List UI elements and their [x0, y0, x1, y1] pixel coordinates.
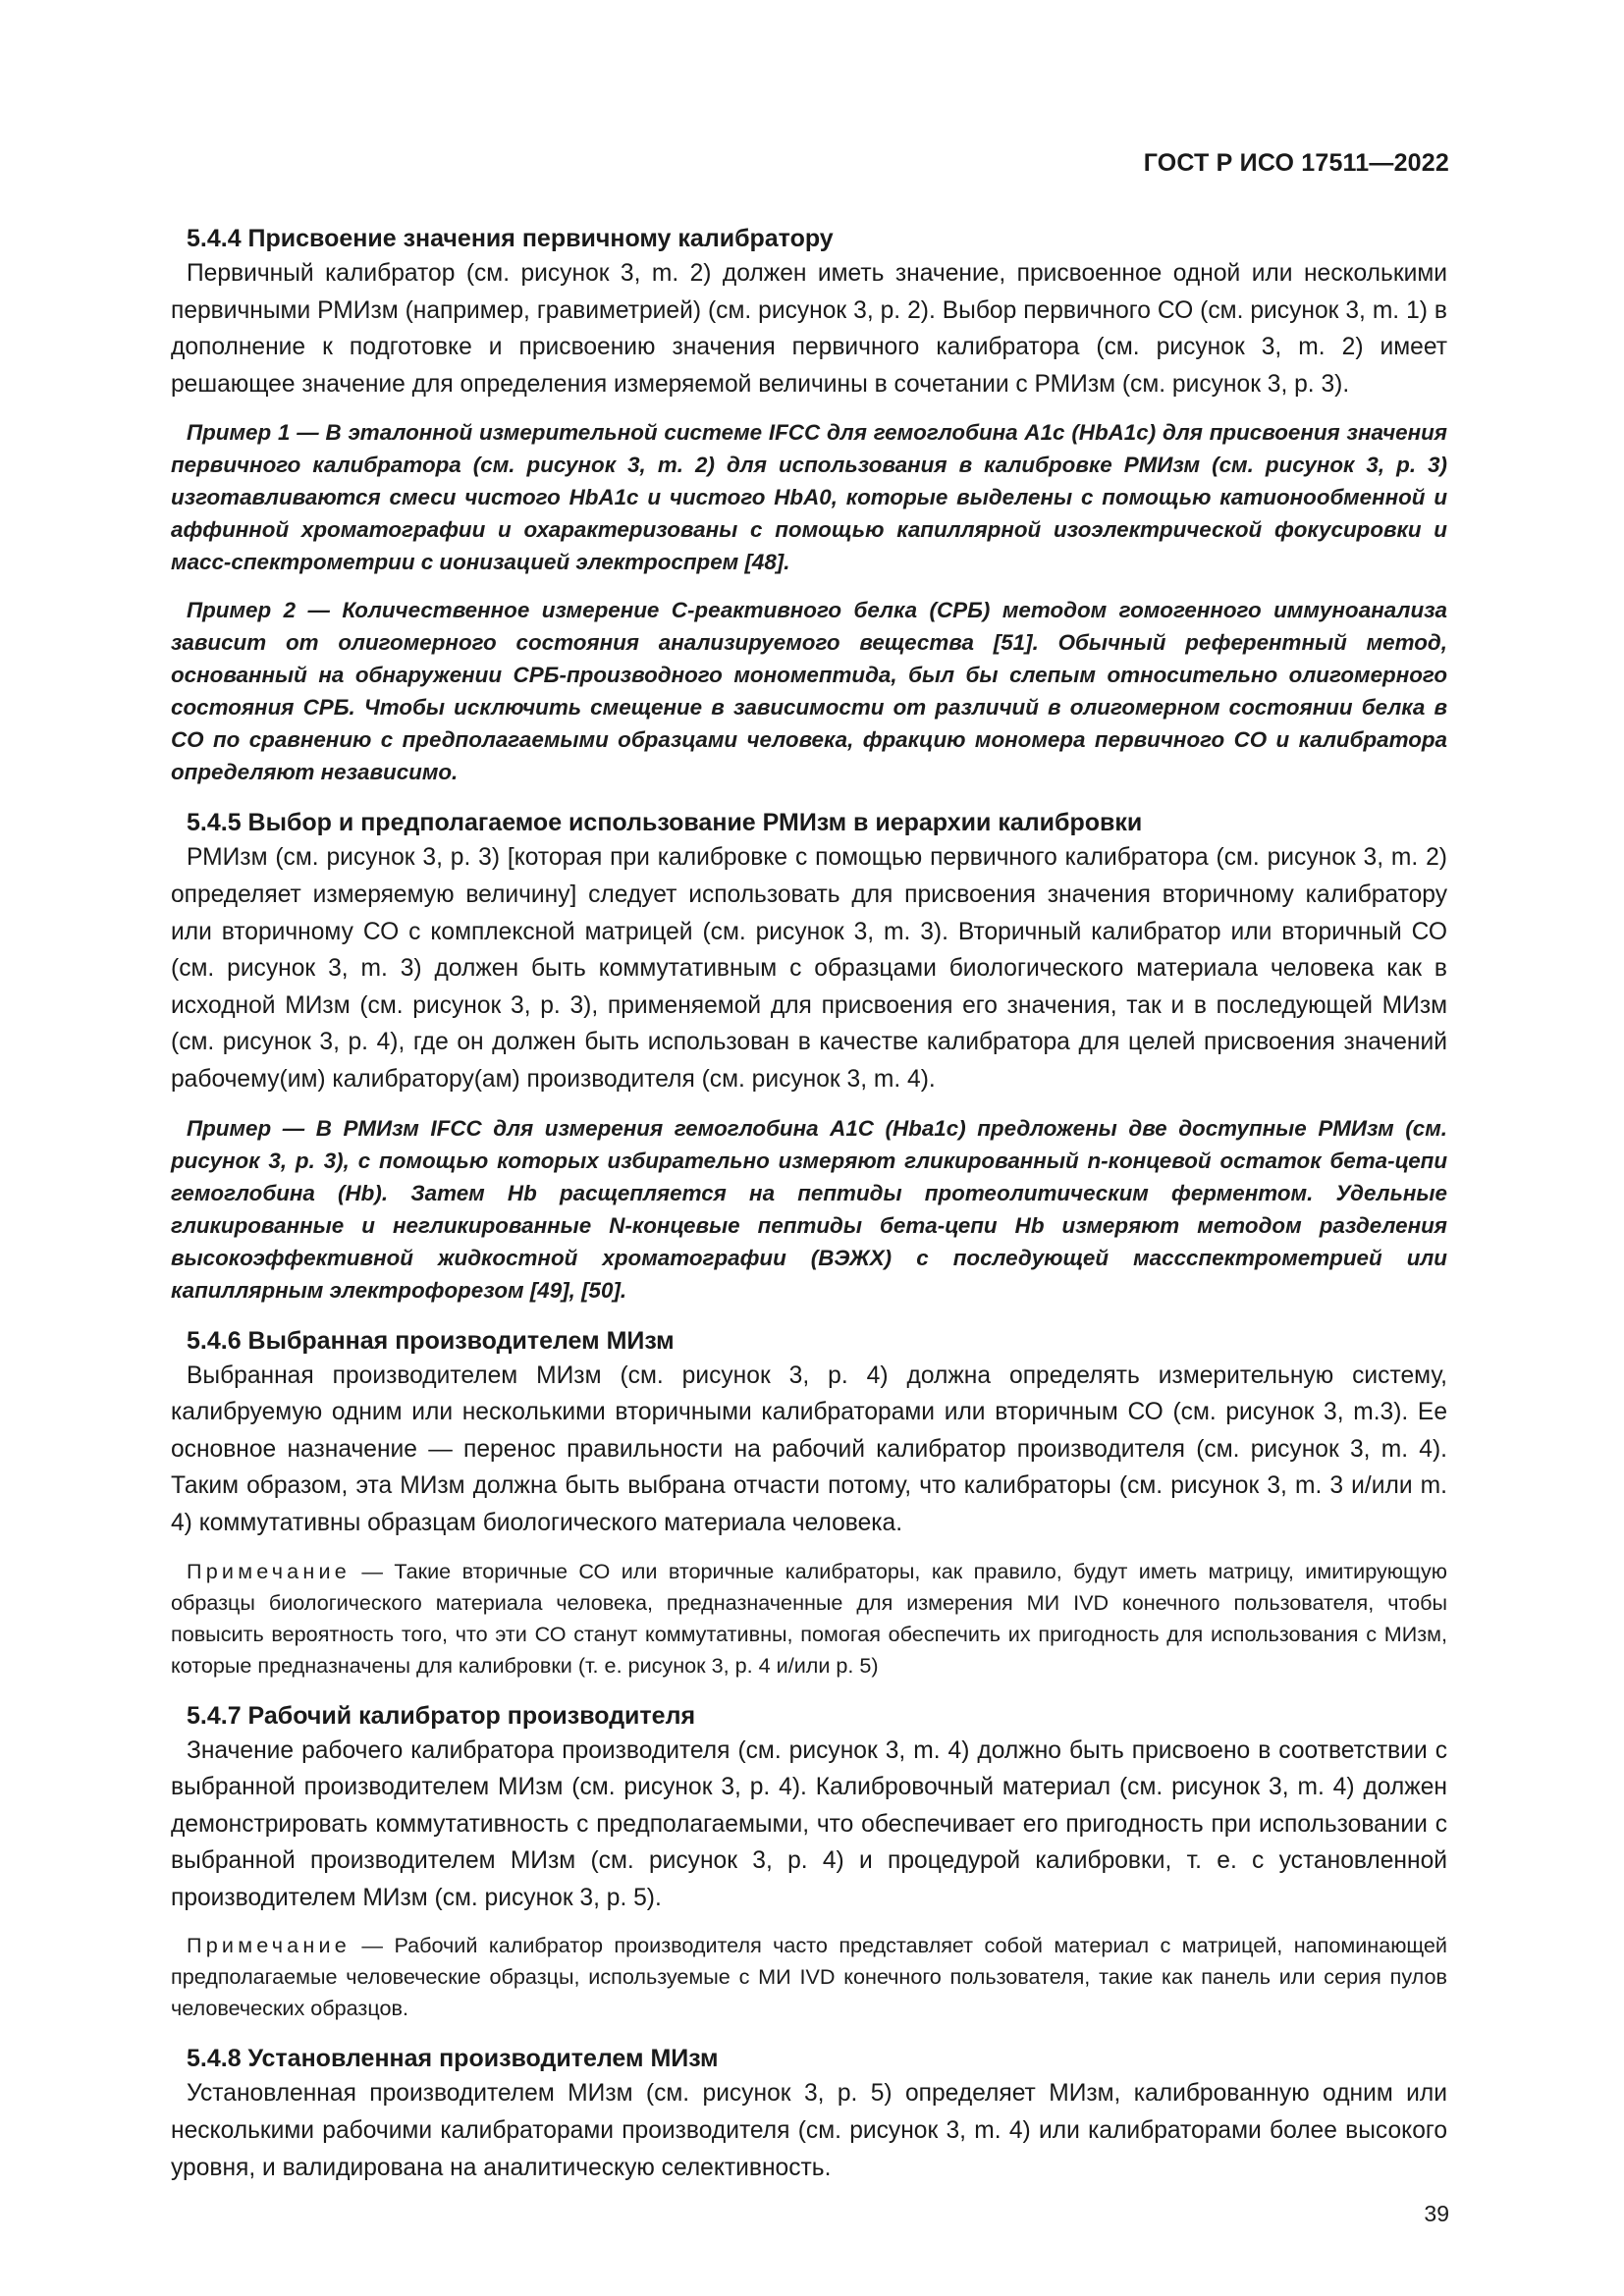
page-number: 39 — [1424, 2201, 1449, 2226]
body-paragraph: Установленная производителем МИзм (см. рисунок 3, р. 5) определяет МИзм, калиброванную одним или несколькими рабочими калибраторами производителя (см. рисунок 3, m. 4) или калибраторами более высокого уровня, и валидирована на аналитическую селективность. — [171, 2080, 1447, 2181]
note-label: Примечание — [187, 1933, 351, 1958]
section-5-4-4 — [171, 222, 1447, 788]
page-content — [171, 222, 1447, 2186]
note-text: — Такие вторичные СО или вторичные калибраторы, как правило, будут иметь матрицу, имитирующую образцы биологического материала человека, предназначенные для измерения МИ IVD конечного пользователя, чтобы повысить вероятность того, что эти СО станут коммутативны, помогая обеспечить их пригодность для использования с МИзм, которые предназначены для калибровки (т. е. рисунок 3, р. 4 и/или р. 5) — [171, 1558, 1447, 1678]
section-heading: 5.4.6 Выбранная производителем МИзм — [187, 1326, 675, 1355]
section-5-4-7 — [171, 1699, 1447, 2025]
section-heading: 5.4.8 Установленная производителем МИзм — [187, 2045, 719, 2073]
section-5-4-5 — [171, 806, 1447, 1306]
standard-designation: ГОСТ Р ИСО 17511—2022 — [1143, 149, 1449, 177]
body-paragraph: РМИзм (см. рисунок 3, р. 3) [которая при калибровке с помощью первичного калибратора (см. рисунок 3, m. 2) определяет измеряемую величину] следует использовать для присвоения значения вторичному калибратору или вторичному СО с комплексной матрицей (см. рисунок 3, m. 3). Вторичный калибратор или вторичный СО (см. рисунок 3, m. 3) должен быть коммутативным с образцами биологического материала человека как в исходной МИзм (см. рисунок 3, р. 3), применяемой для присвоения его значения, так и в последующей МИзм (см. рисунок 3, р. 4), где он должен быть использован в качестве калибратора для целей присвоения значений рабочему(им) калибратору(ам) производителя (см. рисунок 3, m. 4). — [171, 844, 1447, 1093]
section-5-4-8 — [171, 2042, 1447, 2186]
note-text: — Рабочий калибратор производителя часто представляет собой материал с матрицей, напоминающей предполагаемые человеческие образцы, используемые с МИ IVD конечного пользователя, такие как панель или серия пулов человеческих образцов. — [171, 1933, 1447, 2021]
example-paragraph: Пример — В РМИзм IFCC для измерения гемоглобина A1C (Hba1c) предложены две доступные РМИзм (см. рисунок 3, р. 3), с помощью которых избирательно измеряют гликированный n-концевой остаток бета-цепи гемоглобина (Hb). Затем Hb расщепляется на пептиды протеолитическим ферментом. Удельные гликированные и негликированные N-концевые пептиды бета-цепи Hb измеряют методом разделения высокоэффективной жидкостной хроматографии (ВЭЖХ) с последующей массспектрометрией или капиллярным электрофорезом [49], [50]. — [171, 1115, 1447, 1303]
body-paragraph: Первичный калибратор (см. рисунок 3, m. 2) должен иметь значение, присвоенное одной или несколькими первичными РМИзм (например, гравиметрией) (см. рисунок 3, р. 2). Выбор первичного СО (см. рисунок 3, m. 1) в дополнение к подготовке и присвоению значения первичного калибратора (см. рисунок 3, m. 2) имеет решающее значение для определения измеряемой величины в сочетании с РМИзм (см. рисунок 3, р. 3). — [171, 260, 1447, 398]
body-paragraph: Выбранная производителем МИзм (см. рисунок 3, р. 4) должна определять измерительную систему, калибруемую одним или несколькими вторичными калибраторами или вторичным СО (см. рисунок 3, m.3). Ее основное назначение — перенос правильности на рабочий калибратор производителя (см. рисунок 3, m. 4). Таким образом, эта МИзм должна быть выбрана отчасти потому, что калибраторы (см. рисунок 3, m. 3 и/или m. 4) коммутативны образцам биологического материала человека. — [171, 1362, 1447, 1536]
example-paragraph: Пример 2 — Количественное измерение С-реактивного белка (СРБ) методом гомогенного иммуноанализа зависит от олигомерного состояния анализируемого вещества [51]. Обычный референтный метод, основанный на обнаружении СРБ-производного мономептида, был бы слепым относительно олигомерного состояния СРБ. Чтобы исключить смещение в зависимости от различий в олигомерном состоянии белка в СО по сравнению с предполагаемыми образцами человека, фракцию мономера первичного СО и калибратора определяют независимо. — [171, 598, 1447, 785]
section-heading: 5.4.7 Рабочий калибратор производителя — [187, 1701, 696, 1730]
section-heading: 5.4.5 Выбор и предполагаемое использование РМИзм в иерархии калибровки — [187, 809, 1143, 837]
note-paragraph — [171, 1930, 1447, 2024]
section-5-4-6 — [171, 1324, 1447, 1682]
example-paragraph: Пример 1 — В эталонной измерительной системе IFCC для гемоглобина A1c (HbA1c) для присвоения значения первичного калибратора (см. рисунок 3, m. 2) для использования в калибровке РМИзм (см. рисунок 3, р. 3) изготавливаются смеси чистого HbA1c и чистого HbA0, которые выделены с помощью катионообменной и аффинной хроматографии и охарактеризованы с помощью капиллярной изоэлектрической фокусировки и масс-спектрометрии с ионизацией электроспрем [48]. — [171, 420, 1447, 575]
note-paragraph — [171, 1556, 1447, 1682]
section-heading: 5.4.4 Присвоение значения первичному калибратору — [187, 225, 834, 252]
note-label: Примечание — [187, 1558, 351, 1583]
body-paragraph: Значение рабочего калибратора производителя (см. рисунок 3, m. 4) должно быть присвоено в соответствии с выбранной производителем МИзм (см. рисунок 3, р. 4). Калибровочный материал (см. рисунок 3, m. 4) должен демонстрировать коммутативность с предполагаемыми, что обеспечивает его пригодность при использовании с выбранной производителем МИзм (см. рисунок 3, р. 4) и процедурой калибровки, т. е. с установленной производителем МИзм (см. рисунок 3, р. 5). — [171, 1736, 1447, 1911]
